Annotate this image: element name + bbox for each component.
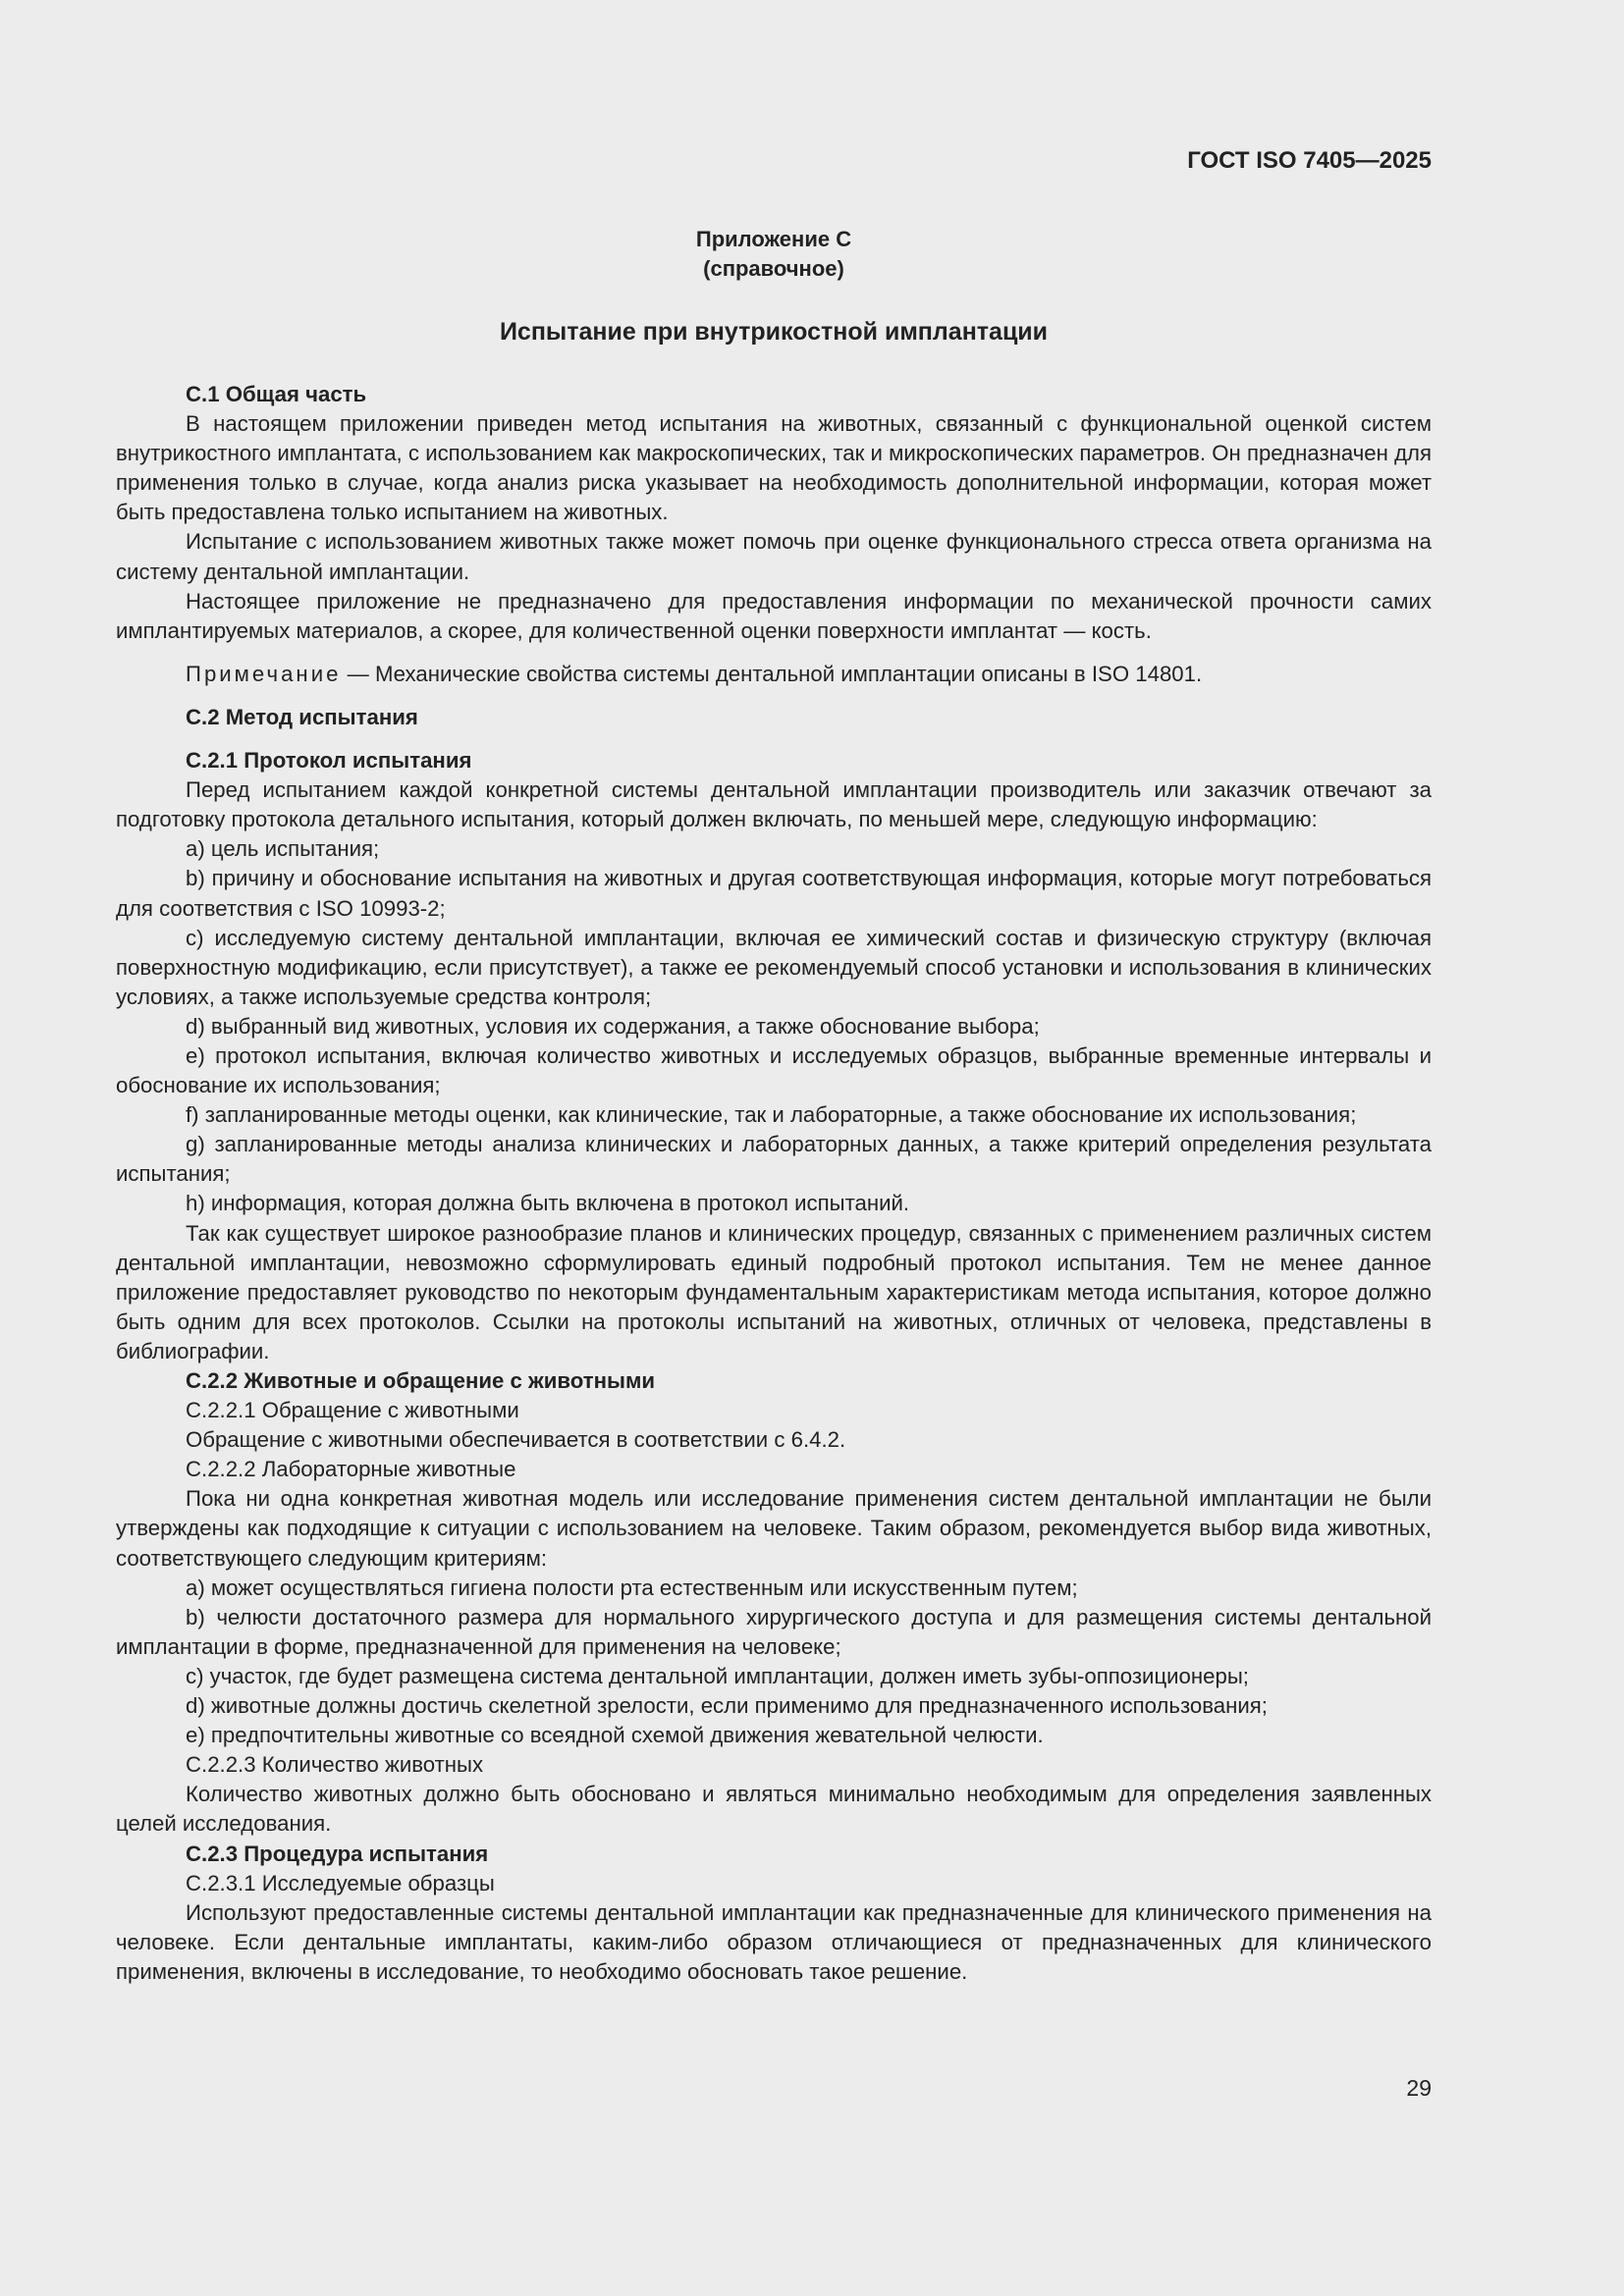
list-item: d) животные должны достичь скелетной зрелости, если применимо для предназначенного использования; <box>186 1693 1268 1719</box>
clause-heading-c231: С.2.3.1 Исследуемые образцы <box>186 1870 495 1896</box>
paragraph: В настоящем приложении приведен метод испытания на животных, связанный с функциональной оценкой систем внутрикостного имплантата, с использованием как макроскопических, так и микроскопических параметров. Он предназначен для применения только в случае, когда анализ риска указывает на необходимость дополнительной информации, которая может быть предоставлена только испытанием на животных. <box>116 411 1432 525</box>
clause-heading-c223: С.2.2.3 Количество животных <box>186 1752 484 1778</box>
paragraph: Используют предоставленные системы дентальной имплантации как предназначенные для клинического применения на человеке. Если дентальные имплантаты, каким-либо образом отличающиеся от предназначенных для клинического применения, включены в исследование, то необходимо обосновать такое решение. <box>116 1899 1432 1984</box>
list-item: e) протокол испытания, включая количество животных и исследуемых образцов, выбранные временные интервалы и обоснование их использования; <box>116 1042 1432 1098</box>
paragraph: Перед испытанием каждой конкретной системы дентальной имплантации производитель или заказчик отвечают за подготовку протокола детального испытания, который должен включать, по меньшей мере, следующую информацию: <box>116 777 1432 832</box>
paragraph: Так как существует широкое разнообразие планов и клинических процедур, связанных с применением различных систем дентальной имплантации, невозможно сформулировать единый подробный протокол испытания. Тем не менее данное приложение предоставляет руководство по некоторым фундаментальным характеристикам метода испытания, которое должно быть одним для всех протоколов. Ссылки на протоколы испытаний на животных, отличных от человека, представлены в библиографии. <box>116 1220 1432 1363</box>
paragraph: Пока ни одна конкретная животная модель или исследование применения систем дентальной имплантации не были утверждены как подходящие к ситуации с использованием на человеке. Таким образом, рекомендуется выбор вида животных, соответствующего следующим критериям: <box>116 1486 1432 1571</box>
paragraph: Испытание с использованием животных также может помочь при оценке функционального стресса ответа организма на систему дентальной имплантации. <box>116 529 1432 584</box>
note-text: — Механические свойства системы дентальной имплантации описаны в ISO 14801. <box>341 661 1203 686</box>
list-item: a) цель испытания; <box>186 836 380 862</box>
list-item: b) причину и обоснование испытания на животных и другая соответствующая информация, которые могут потребоваться для соответствия с ISO 10993-2; <box>116 866 1432 921</box>
list-item: e) предпочтительны животные со всеядной схемой движения жевательной челюсти. <box>186 1723 1044 1748</box>
list-item: d) выбранный вид животных, условия их содержания, а также обоснование выбора; <box>186 1013 1040 1039</box>
section-heading-c2: С.2 Метод испытания <box>186 704 418 729</box>
paragraph: Настоящее приложение не предназначено для предоставления информации по механической прочности самих имплантируемых материалов, а скорее, для количественной оценки поверхности имплантат — кость. <box>116 588 1432 643</box>
document-body <box>116 380 1432 1987</box>
list-item: h) информация, которая должна быть включена в протокол испытаний. <box>186 1191 910 1216</box>
annex-subtitle: (справочное) <box>703 256 844 281</box>
paragraph: Количество животных должно быть обосновано и являться минимально необходимым для определения заявленных целей исследования. <box>116 1782 1432 1837</box>
list-item: c) участок, где будет размещена система дентальной имплантации, должен иметь зубы-оппозиционеры; <box>186 1663 1249 1688</box>
clause-heading-c221: С.2.2.1 Обращение с животными <box>186 1398 519 1423</box>
list-item: a) может осуществляться гигиена полости рта естественным или искусственным путем; <box>186 1575 1078 1600</box>
page-number: 29 <box>1406 2075 1432 2101</box>
annex-heading: Испытание при внутрикостной имплантации <box>499 318 1049 346</box>
annex-title-block <box>116 225 1432 284</box>
list-item: g) запланированные методы анализа клинических и лабораторных данных, а также критерий определения результата испытания; <box>116 1132 1432 1187</box>
list-item: f) запланированные методы оценки, как клинические, так и лабораторные, а также обоснование их использования; <box>186 1102 1357 1128</box>
subsection-heading-c22: С.2.2 Животные и обращение с животными <box>186 1368 656 1393</box>
note-label: Примечание <box>186 661 342 686</box>
list-item: c) исследуемую систему дентальной имплантации, включая ее химический состав и физическую структуру (включая поверхностную модификацию, если присутствует), а также ее рекомендуемый способ установки и использования в клинических условиях, а также используемые средства контроля; <box>116 925 1432 1009</box>
list-item: b) челюсти достаточного размера для нормального хирургического доступа и для размещения системы дентальной имплантации в форме, предназначенной для применения на человеке; <box>116 1604 1432 1659</box>
paragraph: Обращение с животными обеспечивается в соответствии с 6.4.2. <box>186 1427 846 1453</box>
annex-title: Приложение С <box>695 227 852 251</box>
standard-code: ГОСТ ISO 7405—2025 <box>1187 147 1432 174</box>
note <box>116 660 1432 689</box>
clause-heading-c222: С.2.2.2 Лабораторные животные <box>186 1457 516 1482</box>
section-heading-c1: С.1 Общая часть <box>186 382 367 406</box>
subsection-heading-c21: С.2.1 Протокол испытания <box>186 748 472 774</box>
subsection-heading-c23: С.2.3 Процедура испытания <box>186 1841 489 1866</box>
